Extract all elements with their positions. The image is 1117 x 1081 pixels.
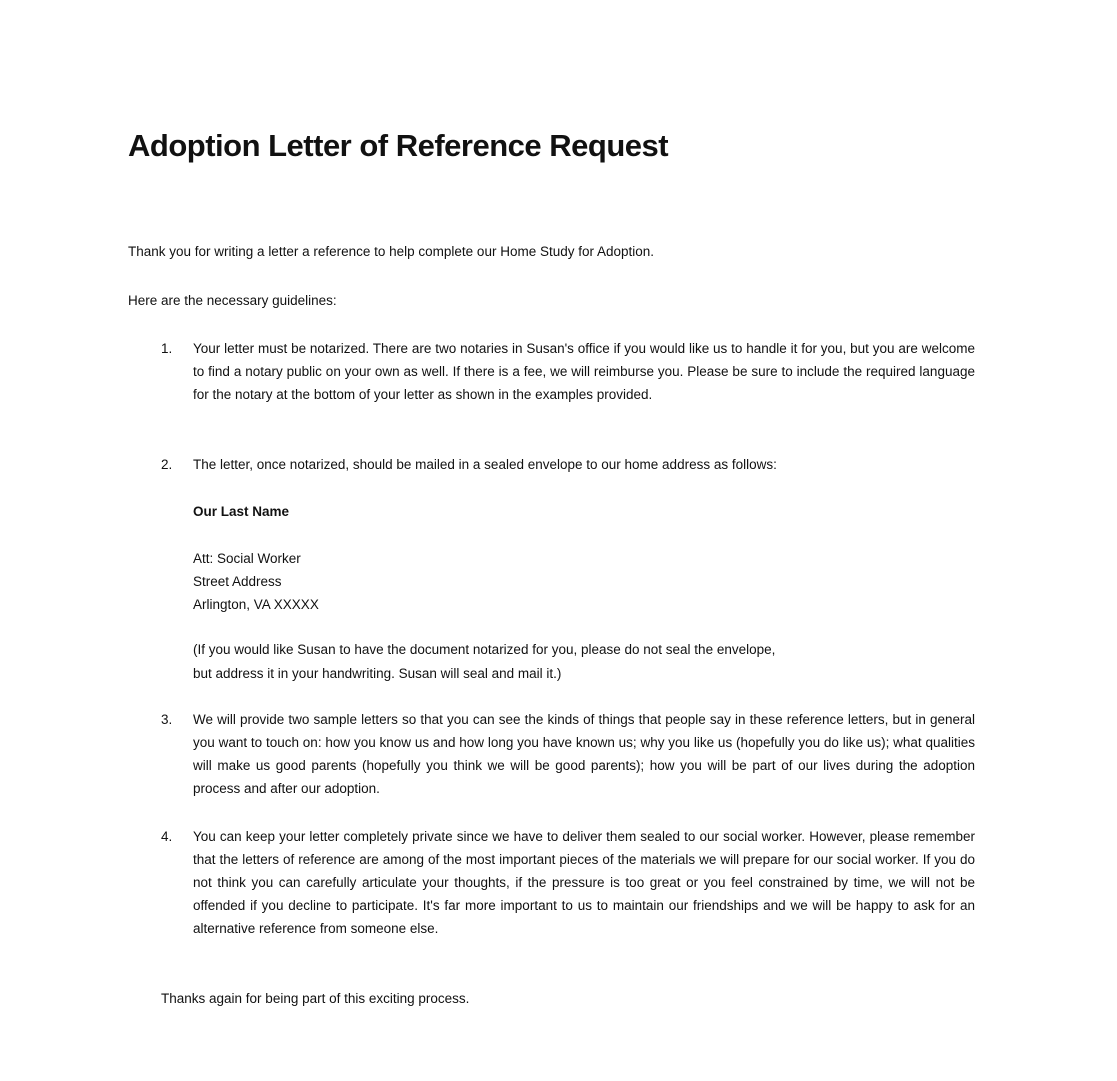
address-name: Our Last Name [193, 504, 290, 519]
note-line: but address it in your handwriting. Susan will seal and mail it.) [193, 666, 562, 681]
document-title: Adoption Letter of Reference Request [128, 128, 669, 163]
address-line: Arlington, VA XXXXX [193, 597, 319, 612]
address-line: Street Address [193, 574, 282, 589]
closing-text: Thanks again for being part of this exciting process. [161, 991, 470, 1006]
guidelines-heading: Here are the necessary guidelines: [128, 293, 337, 308]
list-number: 1. [161, 341, 173, 356]
list-item-text: The letter, once notarized, should be mailed in a sealed envelope to our home address as follows: [193, 457, 777, 472]
list-item-text: You can keep your letter completely private since we have to deliver them sealed to our social worker. However, please remember that the letters of reference are among of the most important pieces of the materials we will prepare for our social worker. If you do not think you can carefully articulate your thoughts, if the pressure is too great or you feel constrained by time, we will not be offended if you decline to participate. It's far more important to us to maintain our friendships and we will be happy to ask for an alternative reference from someone else. [193, 829, 975, 936]
list-item-text: We will provide two sample letters so that you can see the kinds of things that people say in these reference letters, but in general you want to touch on: how you know us and how long you have known us; why you like us (hopefully you do like us); what qualities will make us good parents (hopefully you think we will be good parents); how you will be part of our lives during the adoption process and after our adoption. [193, 712, 975, 796]
list-number: 4. [161, 829, 173, 844]
intro-text: Thank you for writing a letter a reference to help complete our Home Study for Adoption. [128, 244, 655, 259]
list-item-text: Your letter must be notarized. There are two notaries in Susan's office if you would like us to handle it for you, but you are welcome to find a notary public on your own as well. If there is a fee, we will reimburse you. Please be sure to include the required language for the notary at the bottom of your letter as shown in the examples provided. [193, 341, 975, 402]
list-number: 3. [161, 712, 173, 727]
note-line: (If you would like Susan to have the document notarized for you, please do not seal the envelope, [193, 642, 776, 657]
address-line: Att: Social Worker [193, 551, 301, 566]
list-number: 2. [161, 457, 173, 472]
